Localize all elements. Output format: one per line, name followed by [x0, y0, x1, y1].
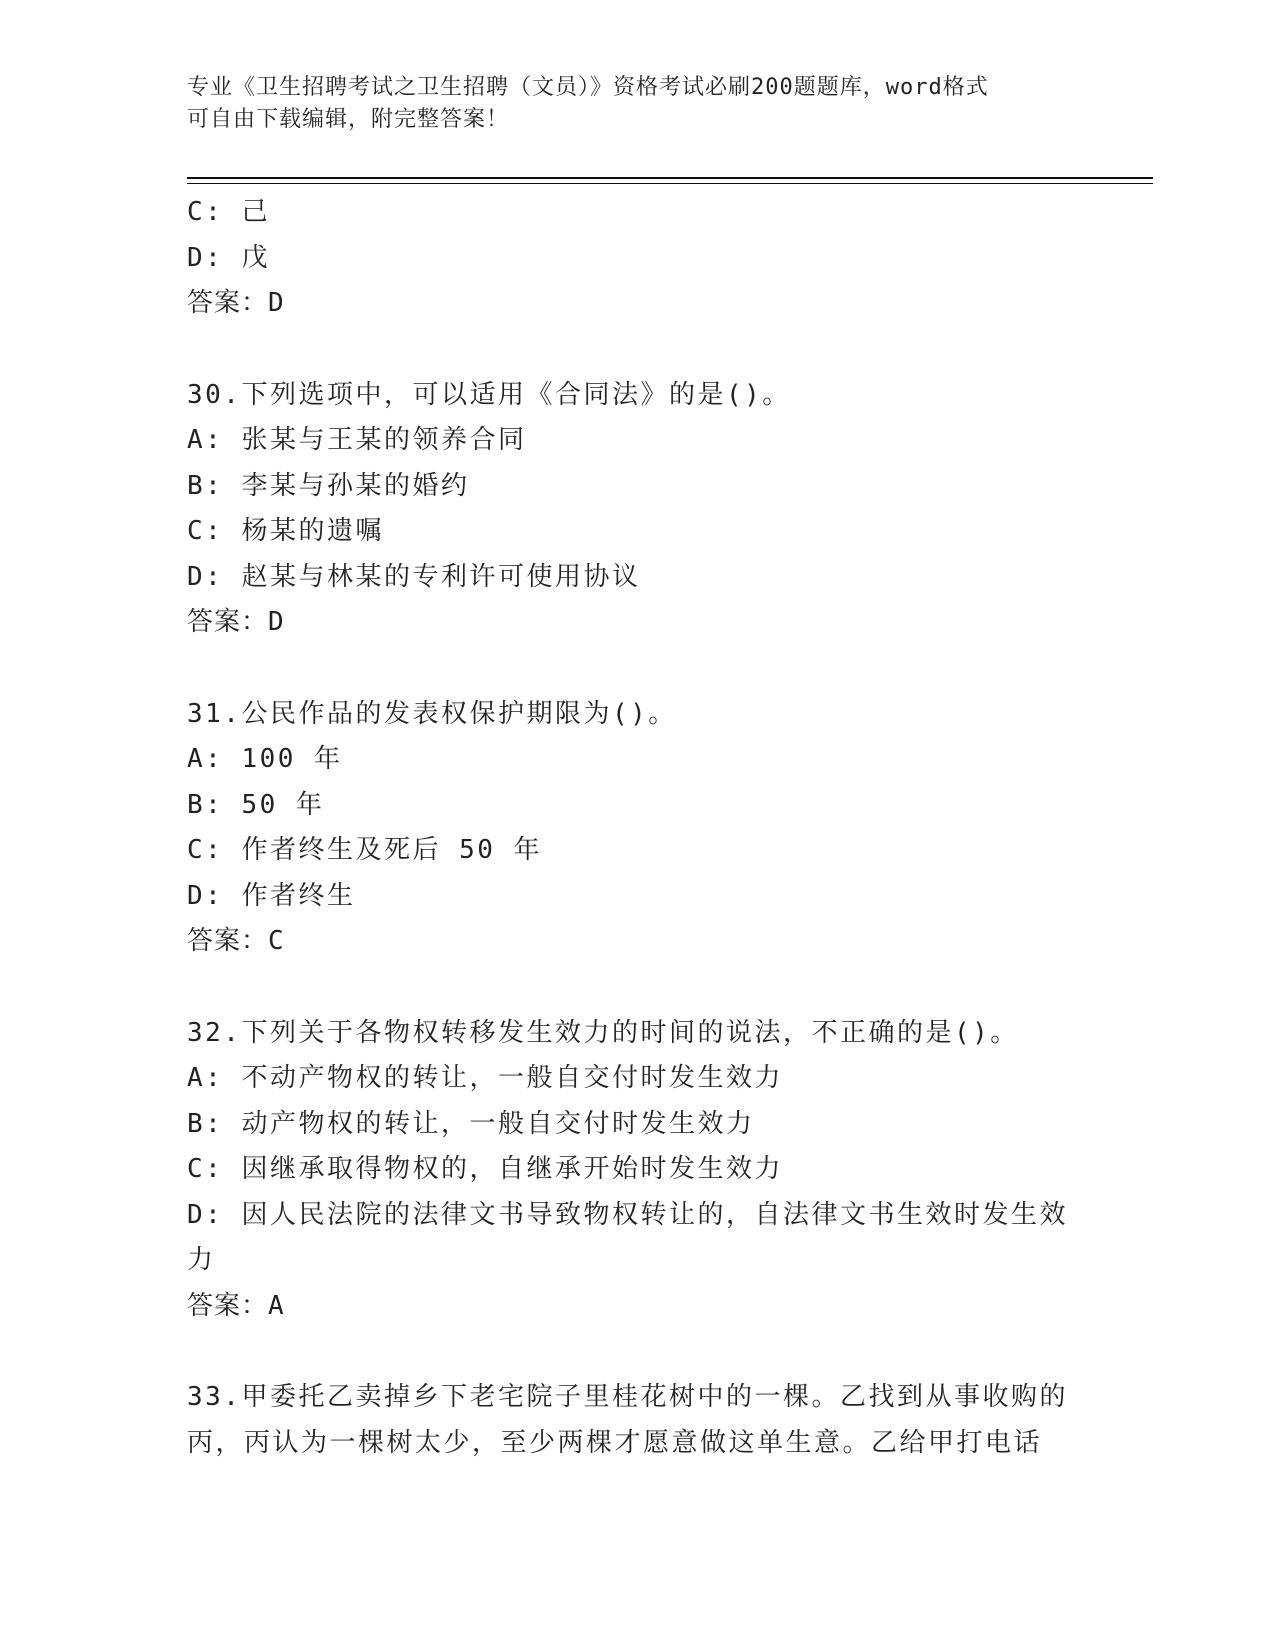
header-line-1: 专业《卫生招聘考试之卫生招聘（文员）》资格考试必刷200题题库，word格式: [187, 75, 989, 100]
question-stem-31: 31.公民作品的发表权保护期限为()。: [187, 698, 677, 729]
option-a: A: 张某与王某的领养合同: [187, 425, 527, 455]
answer-line: 答案：D: [187, 607, 285, 637]
option-c: C: 作者终生及死后 50 年: [187, 835, 543, 865]
question-stem-33-line-2: 丙，丙认为一棵树太少，至少两棵才愿意做这单生意。乙给甲打电话: [187, 1427, 1043, 1458]
option-b: B: 李某与孙某的婚约: [187, 470, 470, 501]
answer-line: 答案：A: [187, 1290, 285, 1321]
question-content: [187, 190, 1087, 1466]
spacer: [187, 327, 1087, 373]
option-c: C: 己: [187, 197, 270, 227]
option-d: D: 赵某与林某的专利许可使用协议: [187, 561, 641, 592]
answer-line: 答案：C: [187, 926, 285, 956]
answer-line: 答案：D: [187, 288, 285, 318]
option-a: A: 不动产物权的转让，一般自交付时发生效力: [187, 1063, 783, 1093]
header-divider-thin: [187, 183, 1153, 184]
question-stem-32: 32.下列关于各物权转移发生效力的时间的说法，不正确的是()。: [187, 1017, 1019, 1048]
option-d: D: 作者终生: [187, 880, 356, 911]
option-a: A: 100 年: [187, 744, 343, 774]
header-line-2: 可自由下载编辑，附完整答案！: [187, 107, 510, 132]
spacer: [187, 1329, 1087, 1375]
document-header: [187, 72, 1067, 136]
option-c: C: 因继承取得物权的，自继承开始时发生效力: [187, 1154, 783, 1184]
question-stem-30: 30.下列选项中，可以适用《合同法》的是()。: [187, 379, 791, 410]
option-d-continued: 力: [187, 1245, 216, 1275]
header-divider-thick: [187, 177, 1153, 179]
option-b: B: 动产物权的转让，一般自交付时发生效力: [187, 1108, 755, 1139]
option-d: D: 戊: [187, 242, 270, 273]
option-c: C: 杨某的遗嘱: [187, 516, 384, 546]
option-d: D: 因人民法院的法律文书导致物权转让的，自法律文书生效时发生效: [187, 1199, 1068, 1230]
option-b: B: 50 年: [187, 789, 325, 820]
spacer: [187, 646, 1087, 692]
spacer: [187, 965, 1087, 1011]
question-stem-33-line-1: 33.甲委托乙卖掉乡下老宅院子里桂花树中的一棵。乙找到从事收购的: [187, 1382, 1068, 1412]
